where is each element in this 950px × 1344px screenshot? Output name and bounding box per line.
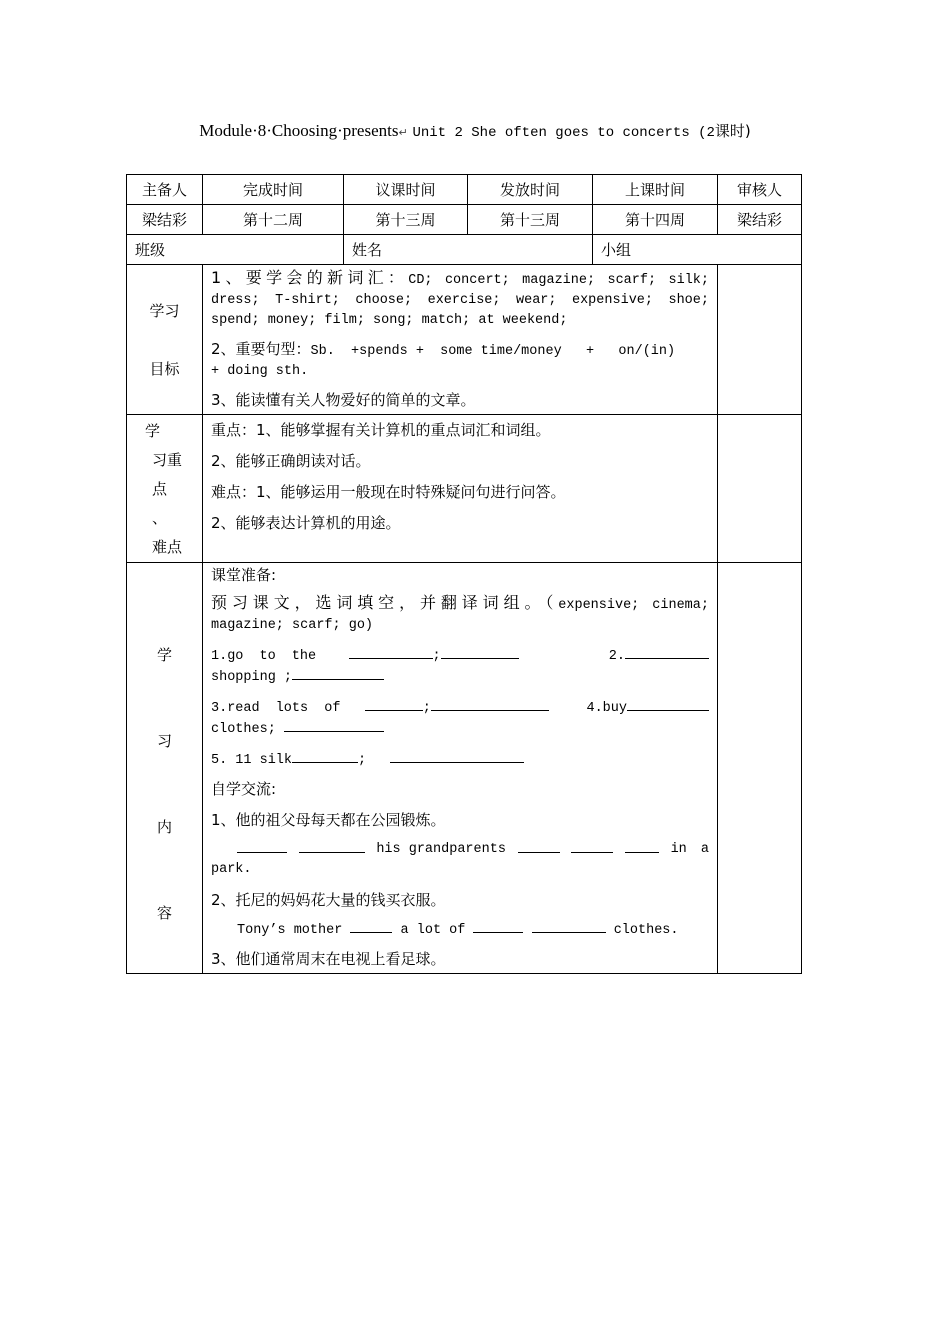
objective-1-words-b: dress; T-shirt; choose; exercise; wear; expensive; shoe; xyxy=(211,293,709,308)
lesson-plan-table xyxy=(126,174,802,974)
key-points-row xyxy=(127,415,802,563)
prep-title: 课堂准备: xyxy=(211,566,277,584)
question-3: 3、他们通常周末在电视上看足球。 xyxy=(211,950,446,968)
discussion-time-value: 第十三周 xyxy=(344,205,468,235)
question-2-blank-b[interactable] xyxy=(473,920,523,933)
question-1-blank-e[interactable] xyxy=(625,840,659,853)
content-label-1: 学 xyxy=(156,646,172,664)
exercise-1-blank-b[interactable] xyxy=(441,646,519,659)
prep-instruction-text: 预习课文，选词填空，并翻译词组。（ xyxy=(211,593,559,612)
prep-words-b: magazine; scarf; go) xyxy=(211,618,374,633)
question-2-text-mid: a lot of xyxy=(400,923,466,938)
completion-time-value: 第十二周 xyxy=(203,205,344,235)
col-header-completion-time: 完成时间 xyxy=(203,175,344,205)
key-points-label-1: 学 xyxy=(145,422,161,440)
objectives-content xyxy=(203,265,718,415)
question-1-text-mid: his grandparents xyxy=(376,842,506,857)
exercise-3-blank-a[interactable] xyxy=(365,698,423,711)
exercise-4-label: 4.buy xyxy=(586,701,627,716)
name-field[interactable]: 姓名 xyxy=(344,235,593,265)
exercise-2-label: 2. xyxy=(608,649,625,664)
exercise-2-text: shopping ; xyxy=(211,670,293,685)
question-2-blank-c[interactable] xyxy=(532,920,606,933)
exercise-5-blank-b[interactable] xyxy=(390,750,524,763)
module-title: Module·8·Choosing·presents xyxy=(199,121,399,140)
objective-2-pattern-a: Sb. +spends + some time/money + on/(in) xyxy=(310,344,676,359)
question-2-blank-a[interactable] xyxy=(350,920,392,933)
col-header-distribution-time: 发放时间 xyxy=(468,175,593,205)
prep-instruction xyxy=(211,593,709,636)
key-points-label-2: 习重 xyxy=(152,451,183,469)
document-title xyxy=(0,120,950,141)
exercise-4-blank-b[interactable] xyxy=(284,719,384,732)
objective-2-pattern-b: + doing sth. xyxy=(211,364,309,379)
exercise-5-label: 5. 11 silk xyxy=(211,753,293,768)
content-row xyxy=(127,563,802,974)
key-points-label-5: 难点 xyxy=(152,538,183,556)
key-points-label-3: 点 xyxy=(152,480,168,498)
key-points-notes xyxy=(718,415,802,563)
content-label-4: 容 xyxy=(156,904,172,922)
exercise-2-blank-a[interactable] xyxy=(625,646,709,659)
exercise-1-label: 1.go to the xyxy=(211,649,317,664)
objective-1-words-c: spend; money; film; song; match; at weekend; xyxy=(211,313,568,328)
col-header-preparer: 主备人 xyxy=(127,175,203,205)
objectives-label xyxy=(127,265,203,415)
info-row xyxy=(127,235,802,265)
exercise-3-4: 3.read lots of ; 4.buy clothes; xyxy=(211,698,709,740)
exercise-1-blank-a[interactable] xyxy=(349,646,433,659)
question-1-text-tail: park. xyxy=(211,862,252,877)
key-point-line-2: 2、能够正确朗读对话。 xyxy=(211,452,371,470)
objective-2 xyxy=(211,339,709,382)
question-1-blank-b[interactable] xyxy=(299,840,365,853)
header-row xyxy=(127,175,802,205)
key-points-content xyxy=(203,415,718,563)
objectives-row xyxy=(127,265,802,415)
unit-title: Unit 2 She often goes to concerts (2 xyxy=(412,125,715,141)
content-label xyxy=(127,563,203,974)
question-1-blank-d[interactable] xyxy=(571,840,613,853)
question-1-blank-a[interactable] xyxy=(237,840,287,853)
objectives-notes xyxy=(718,265,802,415)
exercise-1-2: 1.go to the ; 2. shopping ; xyxy=(211,646,709,688)
distribution-time-value: 第十三周 xyxy=(468,205,593,235)
class-field[interactable]: 班级 xyxy=(127,235,344,265)
objective-1-prefix: 1、要学会的新词汇： xyxy=(211,268,409,287)
exercise-4-blank-a[interactable] xyxy=(627,698,709,711)
exercise-3-label: 3.read lots of xyxy=(211,701,341,716)
content-label-3: 内 xyxy=(156,818,172,836)
objective-3: 3、能读懂有关人物爱好的简单的文章。 xyxy=(211,391,476,409)
reviewer-value: 梁结彩 xyxy=(718,205,802,235)
content-notes xyxy=(718,563,802,974)
return-mark-icon: ↵ xyxy=(398,126,408,139)
objective-1 xyxy=(211,268,709,331)
question-1-english xyxy=(211,840,709,880)
difficulty-line-2: 2、能够表达计算机的用途。 xyxy=(211,514,401,532)
exercise-2-blank-b[interactable] xyxy=(292,667,384,680)
group-field[interactable]: 小组 xyxy=(593,235,802,265)
exercise-3-blank-b[interactable] xyxy=(431,698,549,711)
class-time-value: 第十四周 xyxy=(593,205,718,235)
exercise-4-text: clothes; xyxy=(211,722,276,737)
question-2-english xyxy=(211,920,709,941)
values-row xyxy=(127,205,802,235)
key-points-label xyxy=(127,415,203,563)
objectives-label-bottom: 目标 xyxy=(149,359,180,378)
content-label-2: 习 xyxy=(156,732,172,750)
question-2: 2、托尼的妈妈花大量的钱买衣服。 xyxy=(211,891,446,909)
col-header-class-time: 上课时间 xyxy=(593,175,718,205)
question-2-text-start: Tony’s mother xyxy=(237,923,343,938)
question-1-blank-c[interactable] xyxy=(518,840,560,853)
question-1: 1、他的祖父母每天都在公园锻炼。 xyxy=(211,811,446,829)
difficulty-line-1: 难点：1、能够运用一般现在时特殊疑问句进行问答。 xyxy=(211,483,566,501)
exercise-5-blank-a[interactable] xyxy=(292,750,358,763)
col-header-discussion-time: 议课时间 xyxy=(344,175,468,205)
content-body xyxy=(203,563,718,974)
exercise-5: 5. 11 silk ; xyxy=(211,750,709,771)
key-points-label-4: 、 xyxy=(152,509,168,527)
key-point-line-1: 重点：1、能够掌握有关计算机的重点词汇和词组。 xyxy=(211,421,551,439)
prep-words-a: expensive; cinema; xyxy=(558,598,709,613)
question-1-text-end: in a xyxy=(670,842,709,857)
objectives-label-top: 学习 xyxy=(149,301,180,320)
col-header-reviewer: 审核人 xyxy=(718,175,802,205)
preparer-value: 梁结彩 xyxy=(127,205,203,235)
lesson-hours: 课时) xyxy=(714,122,751,140)
objective-1-words-a: CD; concert; magazine; scarf; silk; xyxy=(408,273,709,288)
objective-2-prefix: 2、重要句型： xyxy=(211,340,311,358)
self-study-title: 自学交流: xyxy=(211,780,277,798)
question-2-text-end: clothes. xyxy=(613,923,679,938)
